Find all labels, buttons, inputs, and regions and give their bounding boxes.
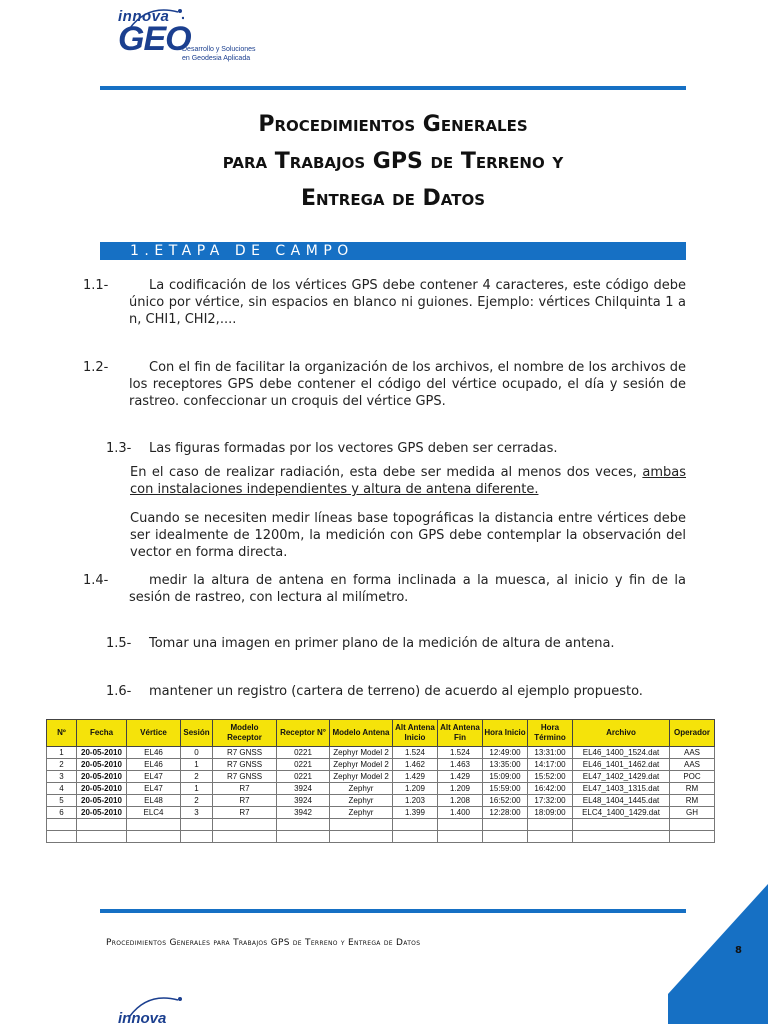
table-row [47,783,715,795]
table-cell: Zephyr Model 2 [330,771,393,783]
column-header: Hora Inicio [483,720,528,747]
table-cell: ELC4_1400_1429.dat [573,807,670,819]
table-cell: 20-05-2010 [77,807,127,819]
table-cell: AAS [670,759,715,771]
table-cell: 5 [47,795,77,807]
item-number: 1.1- [83,278,109,293]
table-cell: 16:42:00 [528,783,573,795]
table-cell: EL46_1401_1462.dat [573,759,670,771]
table-cell [213,819,277,831]
table-cell: 0221 [277,747,330,759]
table-cell: Zephyr [330,807,393,819]
company-logo [118,6,268,68]
table-cell [213,831,277,843]
column-header: Nº [47,720,77,747]
item-text: La codificación de los vértices GPS debe contener 4 caracteres, este código debe único por vértice, sin espacios en blanco ni guiones. Ejemplo: vértices Chilquinta 1 a n, CHI1, CHI2,.... [129,278,686,327]
logo-tagline-1: Desarrollo y Soluciones [182,46,256,53]
table-cell [127,831,181,843]
table-cell: 3924 [277,783,330,795]
table-cell: RM [670,783,715,795]
item-text: Las figuras formadas por los vectores GPS deben ser cerradas. [149,441,558,456]
table-cell: 3 [47,771,77,783]
column-header: Alt Antena Inicio [393,720,438,747]
table-cell: Zephyr [330,783,393,795]
section-heading-bar [100,242,686,260]
item-number: 1.4- [83,573,109,588]
item-1-2 [83,359,686,410]
table-cell: 15:59:00 [483,783,528,795]
table-cell: 1.463 [438,759,483,771]
table-cell: R7 GNSS [213,747,277,759]
table-cell: R7 GNSS [213,771,277,783]
item-number: 1.2- [83,360,109,375]
table-cell: 15:52:00 [528,771,573,783]
table-cell: 3 [181,807,213,819]
logo-innova-text: innova [118,1010,167,1027]
table-cell: 1 [181,783,213,795]
table-row [47,771,715,783]
table-row [47,759,715,771]
table-cell: 1.429 [393,771,438,783]
section-heading: 1.ETAPA DE CAMPO [130,243,354,259]
logo-geo-text: GEO [118,20,191,58]
column-header: Hora Término [528,720,573,747]
table-cell: 1.209 [393,783,438,795]
table-cell: R7 [213,795,277,807]
table-cell [127,819,181,831]
column-header: Modelo Receptor [213,720,277,747]
table-cell: EL47_1403_1315.dat [573,783,670,795]
table-header-row [47,720,715,747]
table-cell: GH [670,807,715,819]
item-text: Tomar una imagen en primer plano de la medición de altura de antena. [149,636,615,651]
table-cell: ELC4 [127,807,181,819]
table-cell: 12:49:00 [483,747,528,759]
item-text: mantener un registro (cartera de terreno) de acuerdo al ejemplo propuesto. [149,684,643,699]
item-1-3-radiacion [130,464,686,498]
table-cell: 20-05-2010 [77,747,127,759]
item-underlined-text: ambas con instalaciones independientes y altura de antena diferente. [130,465,686,497]
item-1-3 [106,440,686,457]
table-cell: 1.209 [438,783,483,795]
table-cell [330,819,393,831]
footer-rule [100,909,686,913]
logo-tagline-2: en Geodesia Aplicada [182,55,251,62]
title-line-2: para Trabajos GPS de Terreno y [222,149,564,174]
table-cell: EL47 [127,771,181,783]
item-1-5 [106,635,686,652]
table-cell: 1.400 [438,807,483,819]
table-cell: 1.208 [438,795,483,807]
corner-triangle [668,884,768,1024]
table-row [47,831,715,843]
table-cell: 13:35:00 [483,759,528,771]
table-cell: 20-05-2010 [77,795,127,807]
table-cell: EL48 [127,795,181,807]
table-cell [670,819,715,831]
item-number: 1.6- [106,684,132,699]
table-cell [438,831,483,843]
table-cell: 16:52:00 [483,795,528,807]
table-cell: 15:09:00 [483,771,528,783]
table-cell [77,819,127,831]
table-cell [573,831,670,843]
table-cell: 1 [47,747,77,759]
item-text: medir la altura de antena en forma inclinada a la muesca, al inicio y fin de la sesión de rastreo, con lectura al milímetro. [129,573,686,605]
table-cell [528,819,573,831]
table-cell: 1.429 [438,771,483,783]
item-1-1 [83,277,686,328]
table-cell: 12:28:00 [483,807,528,819]
header-rule [100,86,686,90]
table-cell: Zephyr Model 2 [330,747,393,759]
table-cell: 13:31:00 [528,747,573,759]
table-row [47,819,715,831]
table-cell [47,831,77,843]
field-log-table [46,719,715,843]
table-cell: 3924 [277,795,330,807]
table-cell: 0 [181,747,213,759]
table-row [47,795,715,807]
item-1-6 [106,683,686,700]
table-cell: R7 GNSS [213,759,277,771]
item-1-3-lineas-base [130,510,686,561]
table-cell: 6 [47,807,77,819]
column-header: Operador [670,720,715,747]
table-cell: R7 [213,783,277,795]
title-line-3: Entrega de Datos [300,186,486,211]
table-cell: R7 [213,807,277,819]
table-cell: 20-05-2010 [77,783,127,795]
column-header: Modelo Antena [330,720,393,747]
table-cell [330,831,393,843]
logo-innova-text: innova [118,8,170,25]
table-cell [277,819,330,831]
table-cell [393,831,438,843]
page-title [100,106,686,217]
table-cell [483,819,528,831]
table-cell [393,819,438,831]
table-cell: AAS [670,747,715,759]
title-line-1: Procedimientos Generales [258,112,528,137]
table-cell: 20-05-2010 [77,759,127,771]
table-cell: 4 [47,783,77,795]
table-cell: 20-05-2010 [77,771,127,783]
column-header: Alt Antena Fin [438,720,483,747]
item-text: Con el fin de facilitar la organización de los archivos, el nombre de los archivos de los receptores GPS debe contener el código del vértice ocupado, el día y sesión de rastreo. confeccionar un croquis del vértice GPS. [129,360,686,409]
table-cell: EL46 [127,747,181,759]
table-cell: 17:32:00 [528,795,573,807]
table-cell: EL47_1402_1429.dat [573,771,670,783]
table-cell [483,831,528,843]
table-cell: 1.462 [393,759,438,771]
table-cell [438,819,483,831]
column-header: Sesión [181,720,213,747]
table-cell: 1.203 [393,795,438,807]
table-cell: POC [670,771,715,783]
column-header: Archivo [573,720,670,747]
table-row [47,807,715,819]
item-number: 1.5- [106,636,132,651]
table-cell: 2 [181,771,213,783]
column-header: Receptor N° [277,720,330,747]
table-cell: 18:09:00 [528,807,573,819]
table-cell [277,831,330,843]
table-cell: EL48_1404_1445.dat [573,795,670,807]
table-cell: 1.524 [438,747,483,759]
table-cell: EL46_1400_1524.dat [573,747,670,759]
table-cell: 2 [181,795,213,807]
table-cell [670,831,715,843]
page-number: 8 [735,945,742,956]
table-cell: 0221 [277,759,330,771]
table-cell: RM [670,795,715,807]
column-header: Vértice [127,720,181,747]
table-cell: Zephyr Model 2 [330,759,393,771]
table-cell: Zephyr [330,795,393,807]
table-cell: EL46 [127,759,181,771]
table-cell [528,831,573,843]
table-cell: 1.399 [393,807,438,819]
table-cell [47,819,77,831]
column-header: Fecha [77,720,127,747]
table-cell: 1 [181,759,213,771]
table-cell [77,831,127,843]
table-cell: 2 [47,759,77,771]
footer-title: Procedimientos Generales para Trabajos GPS de Terreno y Entrega de Datos [106,938,421,948]
table-row [47,747,715,759]
item-1-4 [83,572,686,606]
table-cell: EL47 [127,783,181,795]
table-body [47,747,715,843]
table-cell [573,819,670,831]
item-number: 1.3- [106,441,132,456]
table-cell [181,819,213,831]
table-cell: 3942 [277,807,330,819]
item-text: Cuando se necesiten medir líneas base topográficas la distancia entre vértices debe ser idealmente de 1200m, la medición con GPS debe contemplar la observación del vector en forma directa. [130,511,686,560]
table-cell: 1.524 [393,747,438,759]
table-cell [181,831,213,843]
table-cell: 14:17:00 [528,759,573,771]
table-cell: 0221 [277,771,330,783]
next-page-logo [118,994,198,1027]
item-text: En el caso de realizar radiación, esta debe ser medida al menos dos veces, [130,465,637,480]
